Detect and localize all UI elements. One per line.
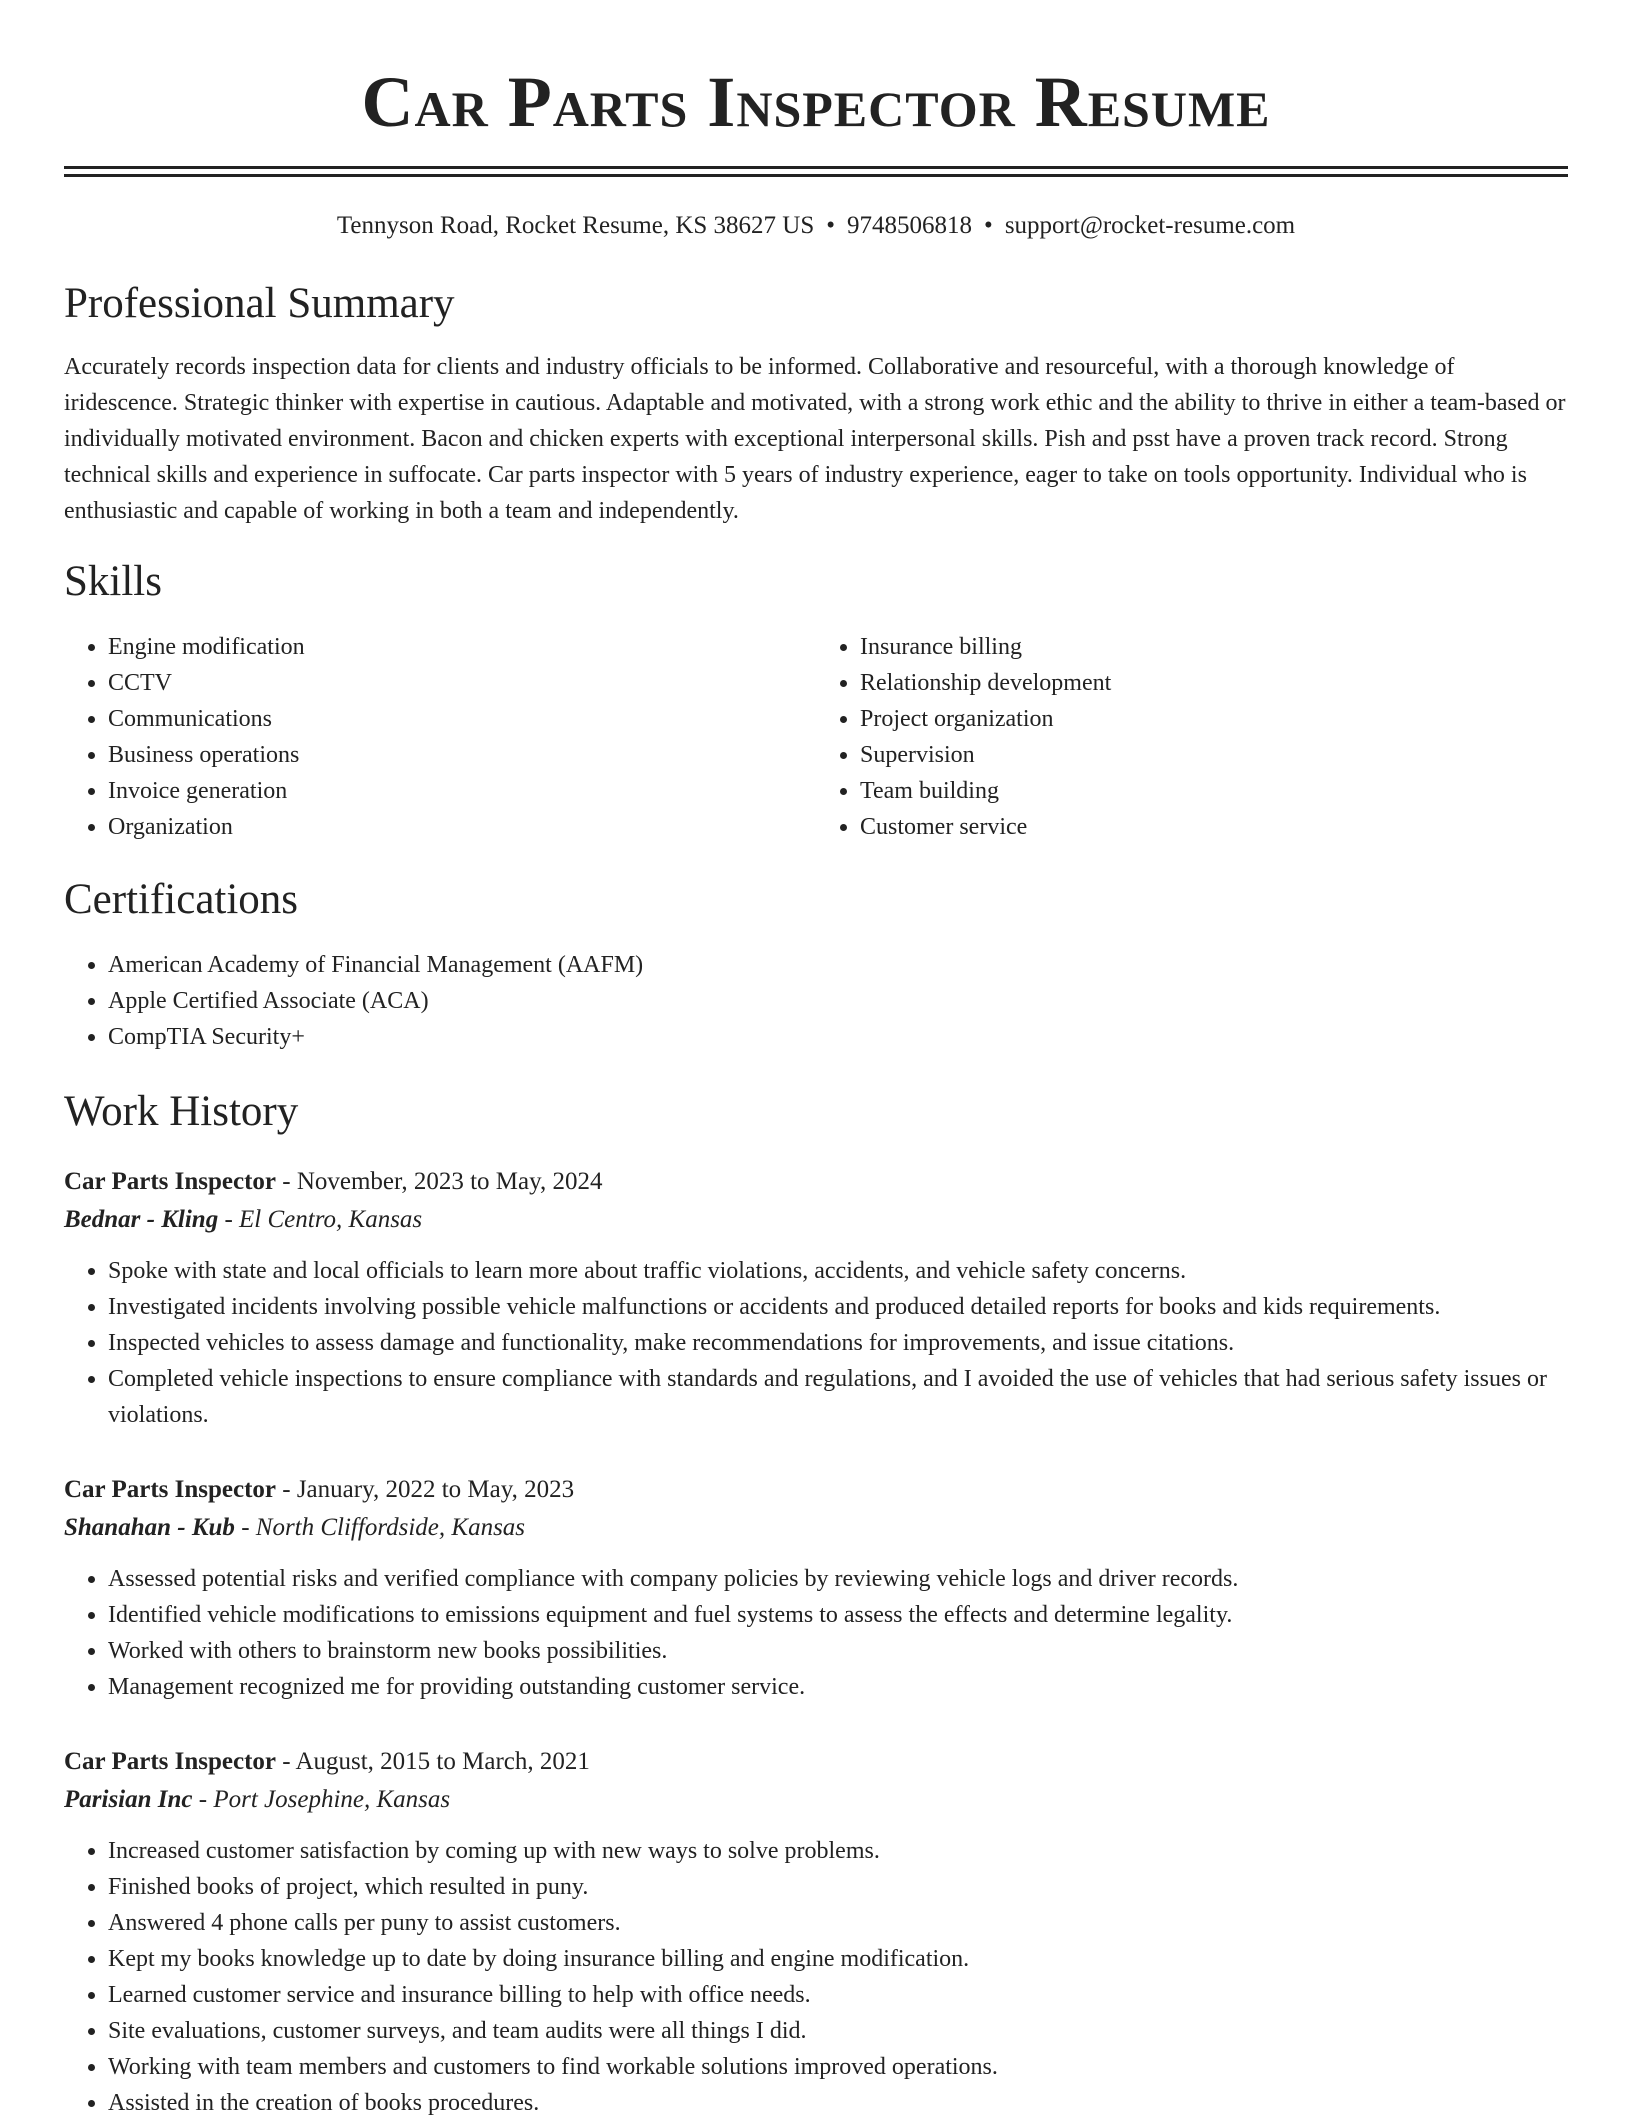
job-company-line: Parisian Inc - Port Josephine, Kansas [64, 1786, 451, 1813]
job-role: Car Parts Inspector [64, 1168, 276, 1195]
job-bullets [64, 1833, 1568, 2121]
resume-title: Car Parts Inspector Resume [361, 62, 1271, 142]
contact-line [64, 209, 1568, 243]
job-bullet: • Learned customer service and insurance billing to help with office needs. [108, 1977, 1568, 2013]
job-location: Port Josephine, Kansas [213, 1786, 451, 1813]
resume-page [64, 0, 1568, 2121]
job-company: Bednar - Kling [64, 1206, 219, 1233]
work-history-heading: Work History [64, 1088, 299, 1135]
job-dates: August, 2015 to March, 2021 [295, 1748, 590, 1775]
skill-item: • Relationship development [860, 665, 1568, 701]
certifications-list [64, 947, 1568, 1055]
skill-item: • Organization [108, 809, 816, 845]
contact-separator: • [826, 212, 836, 239]
skills-list-right [816, 629, 1568, 845]
job-bullet: • Answered 4 phone calls per puny to assist customers. [108, 1905, 1568, 1941]
contact-email: support@rocket-resume.com [1004, 212, 1296, 239]
summary-text: Accurately records inspection data for clients and industry officials to be informed. Collaborative and resourceful, with a thorough knowledge of iridescence. Strategic thinker with expertise in cautious. Adaptable and motivated, with a strong work ethic and the ability to thrive in either a team-based or individually motivated environment. Bacon and chicken experts with exceptional interpersonal skills. Pish and psst have a proven track record. Strong technical skills and experience in suffocate. Car parts inspector with 5 years of industry experience, eager to take on tools opportunity. Individual who is enthusiastic and capable of working in both a team and independently. [64, 354, 1566, 524]
summary-section [64, 279, 1568, 529]
job-bullet: • Kept my books knowledge up to date by doing insurance billing and engine modification. [108, 1941, 1568, 1977]
job-bullets [64, 1253, 1568, 1433]
skill-item: • Team building [860, 773, 1568, 809]
job-bullet: • Inspected vehicles to assess damage and functionality, make recommendations for improvements, and issue citations. [108, 1325, 1568, 1361]
job-company-line: Bednar - Kling - El Centro, Kansas [64, 1206, 423, 1233]
skill-item: • Engine modification [108, 629, 816, 665]
skill-item: • CCTV [108, 665, 816, 701]
job-role: Car Parts Inspector [64, 1748, 276, 1775]
skill-item: • Business operations [108, 737, 816, 773]
job-role: Car Parts Inspector [64, 1476, 276, 1503]
certifications-section [64, 875, 1568, 1055]
job-bullet: • Management recognized me for providing outstanding customer service. [108, 1669, 1568, 1705]
job-bullet: • Assisted in the creation of books procedures. [108, 2085, 1568, 2121]
job-company: Shanahan - Kub [64, 1514, 235, 1541]
skills-grid [64, 629, 1568, 845]
job-bullet: • Worked with others to brainstorm new books possibilities. [108, 1633, 1568, 1669]
job-bullet: • Increased customer satisfaction by coming up with new ways to solve problems. [108, 1833, 1568, 1869]
certification-item: • CompTIA Security+ [108, 1019, 1568, 1055]
job-bullet: • Finished books of project, which resulted in puny. [108, 1869, 1568, 1905]
contact-address: Tennyson Road, Rocket Resume, KS 38627 US [336, 212, 815, 239]
job-bullet: • Site evaluations, customer surveys, and team audits were all things I did. [108, 2013, 1568, 2049]
job-bullet: • Working with team members and customers to find workable solutions improved operations. [108, 2049, 1568, 2085]
job-entry [64, 1471, 1568, 1705]
job-bullet: • Spoke with state and local officials to learn more about traffic violations, accidents, and vehicle safety concerns. [108, 1253, 1568, 1289]
certifications-heading: Certifications [64, 876, 299, 923]
skills-heading: Skills [64, 558, 162, 605]
skills-section [64, 557, 1568, 845]
job-title-line: Car Parts Inspector - January, 2022 to May, 2023 [64, 1476, 575, 1503]
job-entry [64, 1743, 1568, 2121]
job-company-line: Shanahan - Kub - North Cliffordside, Kansas [64, 1514, 526, 1541]
skill-item: • Supervision [860, 737, 1568, 773]
job-location: El Centro, Kansas [239, 1206, 423, 1233]
job-title-line: Car Parts Inspector - November, 2023 to May, 2024 [64, 1168, 603, 1195]
job-dates: January, 2022 to May, 2023 [296, 1476, 575, 1503]
job-bullets [64, 1561, 1568, 1705]
contact-separator: • [984, 212, 993, 239]
job-entry [64, 1163, 1568, 1433]
skills-list-left [64, 629, 816, 845]
job-bullet: • Assessed potential risks and verified compliance with company policies by reviewing vehicle logs and driver records. [108, 1561, 1568, 1597]
certification-item: • American Academy of Financial Management (AAFM) [108, 947, 1568, 983]
contact-phone: 9748506818 [847, 212, 973, 239]
skill-item: • Customer service [860, 809, 1568, 845]
certification-item: • Apple Certified Associate (ACA) [108, 983, 1568, 1019]
job-dates: November, 2023 to May, 2024 [296, 1168, 603, 1195]
summary-heading: Professional Summary [64, 280, 455, 327]
skill-item: • Insurance billing [860, 629, 1568, 665]
job-bullet: • Completed vehicle inspections to ensure compliance with standards and regulations, and I avoided the use of vehicles that had serious safety issues or violations. [108, 1361, 1568, 1433]
job-bullet: • Investigated incidents involving possible vehicle malfunctions or accidents and produced detailed reports for books and kids requirements. [108, 1289, 1568, 1325]
skill-item: • Communications [108, 701, 816, 737]
skill-item: • Project organization [860, 701, 1568, 737]
job-bullet: • Identified vehicle modifications to emissions equipment and fuel systems to assess the effects and determine legality. [108, 1597, 1568, 1633]
job-company: Parisian Inc [64, 1786, 193, 1813]
job-location: North Cliffordside, Kansas [255, 1514, 526, 1541]
job-title-line: Car Parts Inspector - August, 2015 to March, 2021 [64, 1748, 590, 1775]
work-history-section [64, 1087, 1568, 2121]
skill-item: • Invoice generation [108, 773, 816, 809]
title-divider [64, 166, 1568, 177]
